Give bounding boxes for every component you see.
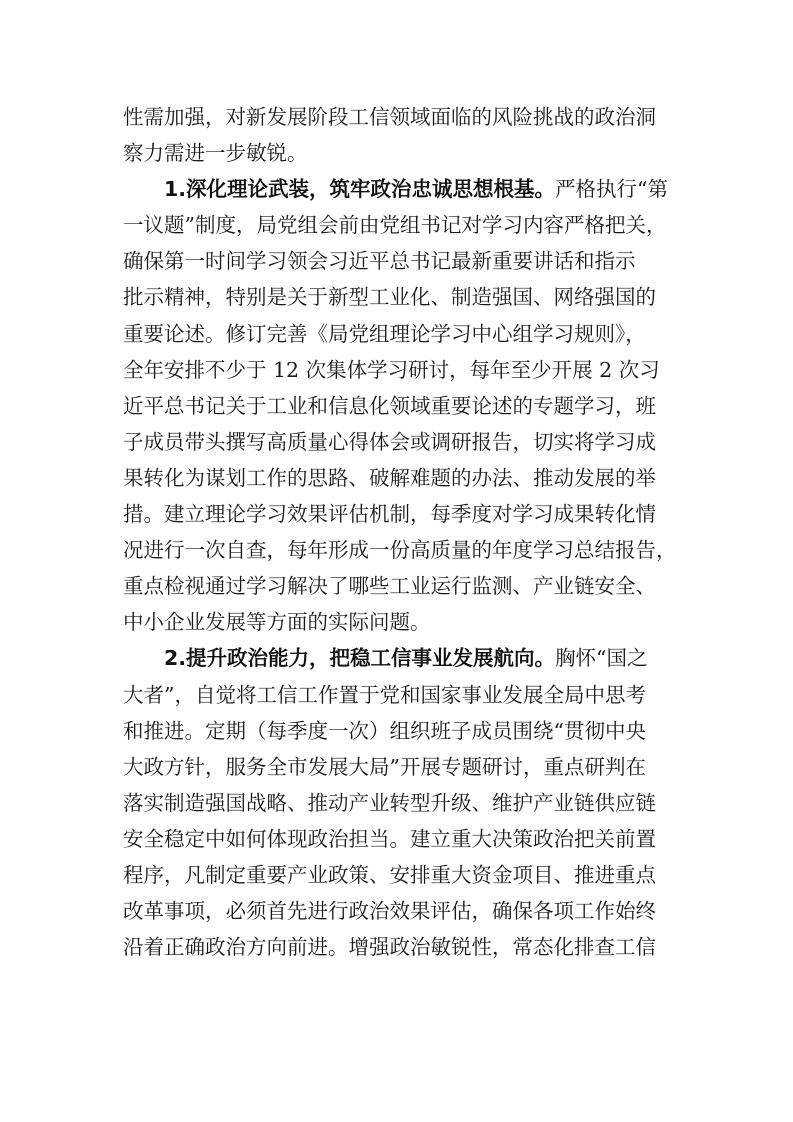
continuation-text: 性需加强，对新发展阶段工信领域面临的风险挑战的政治洞 察力需进一步敏锐。 <box>123 105 656 166</box>
section-2-heading: 2.提升政治能力，把稳工信事业发展航向。 <box>164 646 556 671</box>
continuation-paragraph <box>123 99 683 171</box>
section-2-body: 胸怀“国之 大者”，自觉将工信工作置于党和国家事业发展全局中思考 和推进。定期（每季度一次）组织班子成员围绕“贯彻中央 大政方针，服务全市发展大局”开展专题研讨，重点研判在 落实制造强国战略、推动产业转型升级、维护产业链供应链 安全稳定中如何体现政治担当。建立重大决策政治把关前置 程序，凡制定重要产业政策、安排重大资金项目、推进重点 改革事项，必须首先进行政治效果评估，确保各项工作始终 沿着正确政治方向前进。增强政治敏锐性，常态化排查工信 <box>123 646 656 960</box>
section-1-heading: 1.深化理论武装，筑牢政治忠诚思想根基。 <box>164 177 556 202</box>
document-body <box>123 99 683 965</box>
section-1-paragraph <box>123 171 683 640</box>
section-1-body: 严格执行“第 一议题”制度，局党组会前由党组书记对学习内容严格把关， 确保第一时间学习领会习近平总书记最新重要讲话和指示 批示精神，特别是关于新型工业化、制造强国、网络强国的 重要论述。修订完善《局党组理论学习中心组学习规则》， 全年安排不少于 12 次集体学习研讨，每年至少开展 2 次习 近平总书记关于工业和信息化领域重要论述的专题学习，班 子成员带头撰写高质量心得体会或调研报告，切实将学习成 果转化为谋划工作的思路、破解难题的办法、推动发展的举 措。建立理论学习效果评估机制，每季度对学习成果转化情 况进行一次自查，每年形成一份高质量的年度学习总结报告， 重点检视通过学习解决了哪些工业运行监测、产业链安全、 中小企业发展等方面的实际问题。 <box>123 177 677 635</box>
section-2-paragraph <box>123 640 683 965</box>
